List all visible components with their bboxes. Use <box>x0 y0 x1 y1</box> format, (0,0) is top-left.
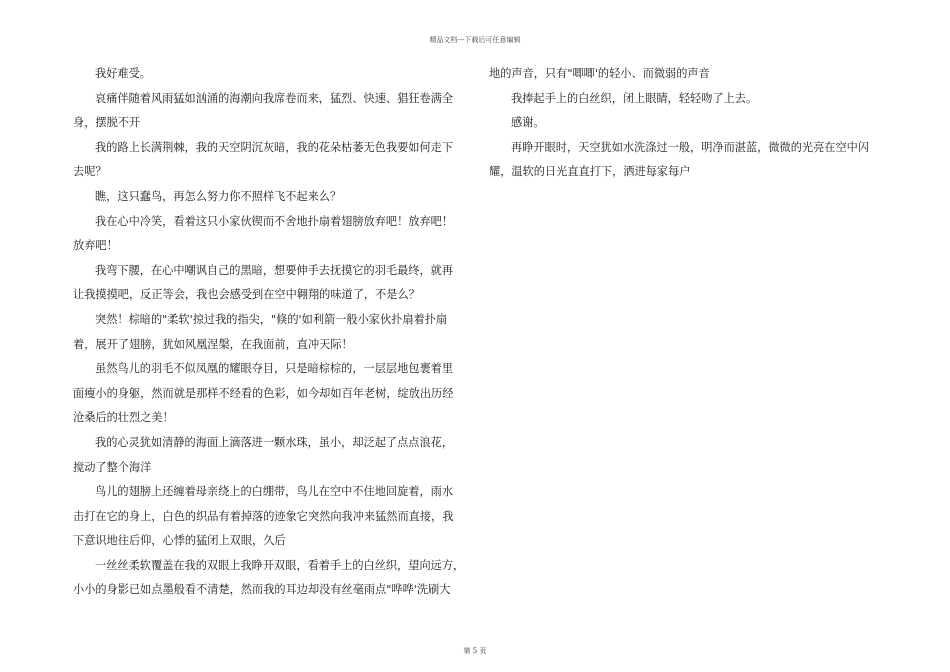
page-header: 精品文档---下载后可任意编辑 <box>429 36 521 44</box>
text-line: 让我摸摸吧，反正等会，我也会感受到在空中翱翔的味道了，不是么？ <box>73 288 420 302</box>
text-line: 哀痛伴随着风雨猛如汹涌的海潮向我席卷而来，猛烈、快速、猖狂卷满全 <box>95 91 454 105</box>
text-line: 一丝丝柔软覆盖在我的双眼上我睁开双眼，看着手上的白丝织，望向远方， <box>95 558 465 572</box>
text-line: 突然！棕暗的"柔软'掠过我的指尖，"倏的'如利箭一般小家伙扑扇着扑扇 <box>95 312 448 326</box>
left-text-column <box>73 62 465 603</box>
text-line: 击打在它的身上，白色的织品有着掉落的迹象它突然向我冲来猛然而直接，我 <box>73 509 454 523</box>
page-number: 第 5 页 <box>463 647 487 655</box>
text-line: 身，摆脱不开 <box>73 116 141 130</box>
text-line: 搅动了整个海洋 <box>73 460 152 474</box>
text-line: 去呢？ <box>73 165 107 179</box>
text-line: 我捧起手上的白丝织，闭上眼睛，轻轻吻了上去。 <box>511 91 758 105</box>
text-line: 我好难受。 <box>95 67 151 80</box>
text-line: 下意识地往后仰，心悸的猛闭上双眼，久后 <box>73 534 286 548</box>
text-line: 耀，温软的日光直直打下，洒进每家每户 <box>489 165 691 179</box>
right-text-column <box>489 62 879 185</box>
text-line: 小小的身影已如点墨般看不清楚，然而我的耳边却没有丝毫雨点"哗哗'洗刷大 <box>73 583 451 597</box>
text-line: 沧桑后的壮烈之美！ <box>73 411 174 425</box>
text-line: 地的声音，只有"唧唧'的轻小、而微弱的声音 <box>489 67 710 80</box>
text-line: 面瘦小的身躯，然而就是那样不经看的色彩，如今却如百年老树，绽放出历经 <box>73 386 454 400</box>
text-line: 感谢。 <box>511 116 545 130</box>
text-line: 我的路上长满荆棘，我的天空阴沉灰暗，我的花朵枯萎无色我要如何走下 <box>95 140 454 154</box>
text-line: 我在心中冷笑，看着这只小家伙锲而不舍地扑扇着翅膀放弃吧！放弃吧！ <box>95 214 454 228</box>
text-line: 鸟儿的翅膀上还缠着母亲绕上的白绷带，鸟儿在空中不住地回旋着，雨水 <box>95 485 454 499</box>
text-line: 再睁开眼时，天空犹如水洗涤过一般，明净而湛蓝，微微的光亮在空中闪 <box>511 140 870 154</box>
text-line: 瞧，这只蠢鸟，再怎么努力你不照样飞不起来么？ <box>95 189 342 203</box>
text-line: 我弯下腰，在心中嘲讽自己的黑暗，想要伸手去抚摸它的羽毛最终，就再 <box>95 263 454 277</box>
text-line: 虽然鸟儿的羽毛不似凤凰的耀眼夺目，只是暗棕棕的，一层层地包裹着里 <box>95 362 454 376</box>
text-line: 我的心灵犹如清静的海面上滴落进一颗水珠，虽小，却泛起了点点浪花， <box>95 435 454 449</box>
text-line: 放弃吧！ <box>73 239 118 253</box>
text-line: 着，展开了翅膀，犹如风凰涅槃，在我面前，直冲天际！ <box>73 337 353 351</box>
